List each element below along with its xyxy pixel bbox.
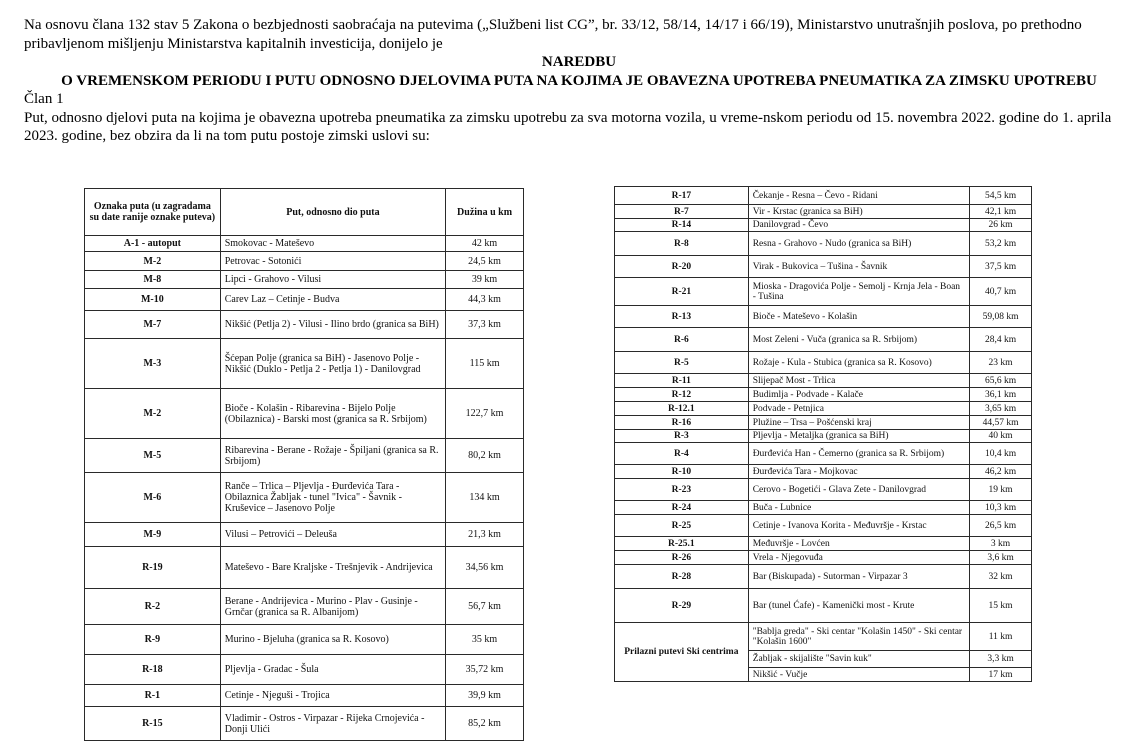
route-cell: Vir - Krstac (granica sa BiH) <box>748 205 969 219</box>
document-body <box>24 16 1134 146</box>
table-row <box>615 205 1032 219</box>
header-length: Dužina u km <box>446 189 524 236</box>
length-cell: 44,3 km <box>446 289 524 311</box>
length-cell: 42,1 km <box>970 205 1032 219</box>
table-row <box>615 306 1032 328</box>
route-cell: Carev Laz – Cetinje - Budva <box>220 289 445 311</box>
length-cell: 36,1 km <box>970 388 1032 402</box>
road-code-cell: R-1 <box>85 685 221 707</box>
table-header-row <box>85 189 524 236</box>
length-cell: 24,5 km <box>446 252 524 271</box>
length-cell: 3 km <box>970 537 1032 551</box>
table-row <box>85 707 524 741</box>
table-row <box>85 311 524 339</box>
table-row <box>615 232 1032 256</box>
table-row <box>615 388 1032 402</box>
route-cell: Virak - Bukovica – Tušina - Šavnik <box>748 256 969 278</box>
roads-table-left <box>84 188 524 741</box>
length-cell: 37,3 km <box>446 311 524 339</box>
route-cell: Vilusi – Petrovići – Deleuša <box>220 523 445 547</box>
road-code-cell: R-23 <box>615 479 749 501</box>
road-code-cell: R-16 <box>615 416 749 430</box>
table-row <box>615 187 1032 205</box>
road-code-cell: M-10 <box>85 289 221 311</box>
route-cell: Podvade - Petnjica <box>748 402 969 416</box>
route-cell: Berane - Andrijevica - Murino - Plav - Gusinje - Grnčar (granica sa R. Albanijom) <box>220 589 445 625</box>
length-cell: 28,4 km <box>970 328 1032 352</box>
table-row <box>615 374 1032 388</box>
length-cell: 35 km <box>446 625 524 655</box>
route-cell: Cetinje - Ivanova Korita - Međuvršje - Krstac <box>748 515 969 537</box>
table-row <box>85 655 524 685</box>
road-code-cell: R-2 <box>85 589 221 625</box>
table-row <box>615 219 1032 232</box>
route-cell: Resna - Grahovo - Nudo (granica sa BiH) <box>748 232 969 256</box>
road-code-cell: M-6 <box>85 473 221 523</box>
table-row <box>85 271 524 289</box>
route-cell: Čekanje - Resna – Čevo - Ridani <box>748 187 969 205</box>
table-row <box>615 537 1032 551</box>
table-row <box>615 352 1032 374</box>
table-row <box>615 256 1032 278</box>
route-cell: "Bablja greda" - Ski centar "Kolašin 1450" - Ski centar "Kolašin 1600" <box>748 623 969 651</box>
road-code-cell: M-8 <box>85 271 221 289</box>
length-cell: 15 km <box>970 589 1032 623</box>
length-cell: 53,2 km <box>970 232 1032 256</box>
route-cell: Buča - Lubnice <box>748 501 969 515</box>
route-cell: Rožaje - Kula - Stubica (granica sa R. Kosovo) <box>748 352 969 374</box>
road-code-cell: R-3 <box>615 430 749 443</box>
route-cell: Pljevlja - Gradac - Šula <box>220 655 445 685</box>
length-cell: 46,2 km <box>970 465 1032 479</box>
length-cell: 17 km <box>970 668 1032 682</box>
length-cell: 40 km <box>970 430 1032 443</box>
route-cell: Slijepač Most - Trlica <box>748 374 969 388</box>
table-row <box>85 625 524 655</box>
road-code-cell: R-6 <box>615 328 749 352</box>
length-cell: 39,9 km <box>446 685 524 707</box>
route-cell: Bioče - Kolašin - Ribarevina - Bijelo Polje (Obilaznica) - Barski most (granica sa R. Srbijom) <box>220 389 445 439</box>
length-cell: 11 km <box>970 623 1032 651</box>
length-cell: 54,5 km <box>970 187 1032 205</box>
document-subtitle: O VREMENSKOM PERIODU I PUTU ODNOSNO DJELOVIMA PUTA NA KOJIMA JE OBAVEZNA UPOTREBA PNEUMATIKA ZA ZIMSKU UPOTREBU <box>61 72 1097 89</box>
road-code-cell: R-14 <box>615 219 749 232</box>
road-code-cell: R-5 <box>615 352 749 374</box>
road-code-cell: R-12 <box>615 388 749 402</box>
table-row <box>615 416 1032 430</box>
route-cell: Ribarevina - Berane - Rožaje - Špiljani (granica sa R. Srbijom) <box>220 439 445 473</box>
road-code-cell: R-19 <box>85 547 221 589</box>
length-cell: 10,3 km <box>970 501 1032 515</box>
route-cell: Budimlja - Podvade - Kalače <box>748 388 969 402</box>
road-code-cell: A-1 - autoput <box>85 236 221 252</box>
length-cell: 37,5 km <box>970 256 1032 278</box>
header-code: Oznaka puta (u zagradama su date ranije oznake puteva) <box>85 189 221 236</box>
length-cell: 21,3 km <box>446 523 524 547</box>
article-heading: Član 1 <box>24 91 64 107</box>
table-row <box>615 589 1032 623</box>
road-code-cell: R-25 <box>615 515 749 537</box>
table-row <box>615 623 1032 651</box>
table-row <box>85 252 524 271</box>
road-code-cell: M-3 <box>85 339 221 389</box>
route-cell: Plužine – Trsa – Pošćenski kraj <box>748 416 969 430</box>
length-cell: 65,6 km <box>970 374 1032 388</box>
route-cell: Bar (Biskupada) - Sutorman - Virpazar 3 <box>748 565 969 589</box>
length-cell: 42 km <box>446 236 524 252</box>
length-cell: 23 km <box>970 352 1032 374</box>
length-cell: 56,7 km <box>446 589 524 625</box>
length-cell: 80,2 km <box>446 439 524 473</box>
route-cell: Mateševo - Bare Kraljske - Trešnjevik - Andrijevica <box>220 547 445 589</box>
table-row <box>85 473 524 523</box>
road-code-cell: R-7 <box>615 205 749 219</box>
route-cell: Most Zeleni - Vuča (granica sa R. Srbijom) <box>748 328 969 352</box>
route-cell: Đurđevića Tara - Mojkovac <box>748 465 969 479</box>
length-cell: 3,3 km <box>970 651 1032 668</box>
road-code-cell: M-7 <box>85 311 221 339</box>
table-row <box>85 339 524 389</box>
route-cell: Lipci - Grahovo - Vilusi <box>220 271 445 289</box>
length-cell: 35,72 km <box>446 655 524 685</box>
table-row <box>615 278 1032 306</box>
road-code-cell: R-24 <box>615 501 749 515</box>
road-code-cell: R-21 <box>615 278 749 306</box>
table-row <box>85 439 524 473</box>
route-cell: Vrela - Njegovuđa <box>748 551 969 565</box>
table-row <box>85 685 524 707</box>
road-code-cell: R-10 <box>615 465 749 479</box>
length-cell: 3,65 km <box>970 402 1032 416</box>
route-cell: Vladimir - Ostros - Virpazar - Rijeka Crnojevića - Donji Ulići <box>220 707 445 741</box>
table-row <box>85 289 524 311</box>
table-row <box>85 523 524 547</box>
road-code-cell: R-4 <box>615 443 749 465</box>
length-cell: 19 km <box>970 479 1032 501</box>
table-row <box>615 501 1032 515</box>
table-row <box>615 465 1032 479</box>
header-route: Put, odnosno dio puta <box>220 189 445 236</box>
table-row <box>85 389 524 439</box>
road-code-cell: R-25.1 <box>615 537 749 551</box>
table-row <box>85 589 524 625</box>
road-code-cell: M-2 <box>85 389 221 439</box>
table-row <box>615 479 1032 501</box>
road-code-cell: R-13 <box>615 306 749 328</box>
route-cell: Nikšić (Petlja 2) - Vilusi - Ilino brdo (granica sa BiH) <box>220 311 445 339</box>
road-code-cell: R-15 <box>85 707 221 741</box>
length-cell: 122,7 km <box>446 389 524 439</box>
length-cell: 34,56 km <box>446 547 524 589</box>
route-cell: Bioče - Mateševo - Kolašin <box>748 306 969 328</box>
road-code-cell: R-17 <box>615 187 749 205</box>
route-cell: Murino - Bjeluha (granica sa R. Kosovo) <box>220 625 445 655</box>
length-cell: 59,08 km <box>970 306 1032 328</box>
document-title: NAREDBU <box>541 54 617 70</box>
length-cell: 39 km <box>446 271 524 289</box>
route-cell: Bar (tunel Ćafe) - Kamenički most - Krute <box>748 589 969 623</box>
route-cell: Đurđevića Han - Čemerno (granica sa R. Srbijom) <box>748 443 969 465</box>
route-cell: Žabljak - skijalište "Savin kuk" <box>748 651 969 668</box>
road-code-cell: R-20 <box>615 256 749 278</box>
length-cell: 26,5 km <box>970 515 1032 537</box>
table-row <box>615 565 1032 589</box>
length-cell: 32 km <box>970 565 1032 589</box>
article-text: Put, odnosno djelovi puta na kojima je obavezna upotreba pneumatika za zimsku upotrebu za sva motorna vozila, u vreme-nskom periodu od 15. novembra 2022. godine do 1. aprila 2023. godine, bez obzira da li na tom putu postoje zimski uslovi su: <box>24 109 1112 144</box>
length-cell: 85,2 km <box>446 707 524 741</box>
table-row <box>615 402 1032 416</box>
roads-table-right <box>614 186 1032 682</box>
road-code-cell: R-18 <box>85 655 221 685</box>
road-code-cell: R-8 <box>615 232 749 256</box>
table-row <box>615 443 1032 465</box>
roads-table-left-body <box>85 236 524 741</box>
road-code-cell: R-26 <box>615 551 749 565</box>
route-cell: Cetinje - Njeguši - Trojica <box>220 685 445 707</box>
length-cell: 40,7 km <box>970 278 1032 306</box>
ski-group-label: Prilazni putevi Ski centrima <box>615 623 749 682</box>
road-code-cell: R-12.1 <box>615 402 749 416</box>
route-cell: Cerovo - Bogetići - Glava Zete - Danilovgrad <box>748 479 969 501</box>
road-code-cell: M-5 <box>85 439 221 473</box>
road-code-cell: R-29 <box>615 589 749 623</box>
table-row <box>615 328 1032 352</box>
road-code-cell: R-11 <box>615 374 749 388</box>
table-row <box>85 547 524 589</box>
road-code-cell: M-2 <box>85 252 221 271</box>
route-cell: Danilovgrad - Čevo <box>748 219 969 232</box>
roads-table-right-body <box>615 187 1032 682</box>
route-cell: Mioska - Dragovića Polje - Semolj - Krnja Jela - Boan - Tušina <box>748 278 969 306</box>
route-cell: Međuvršje - Lovćen <box>748 537 969 551</box>
table-row <box>615 515 1032 537</box>
route-cell: Nikšić - Vučje <box>748 668 969 682</box>
length-cell: 115 km <box>446 339 524 389</box>
route-cell: Šćepan Polje (granica sa BiH) - Jasenovo Polje - Nikšić (Duklo - Petlja 2 - Petlja 1) - Danilovgrad <box>220 339 445 389</box>
length-cell: 44,57 km <box>970 416 1032 430</box>
route-cell: Pljevlja - Metaljka (granica sa BiH) <box>748 430 969 443</box>
table-row <box>85 236 524 252</box>
route-cell: Petrovac - Sotonići <box>220 252 445 271</box>
length-cell: 134 km <box>446 473 524 523</box>
road-code-cell: R-9 <box>85 625 221 655</box>
table-row <box>615 430 1032 443</box>
length-cell: 26 km <box>970 219 1032 232</box>
table-row <box>615 551 1032 565</box>
intro-paragraph: Na osnovu člana 132 stav 5 Zakona o bezbjednosti saobraćaja na putevima („Službeni list CG”, br. 33/12, 58/14, 14/17 i 66/19), Ministarstvo unutrašnjih poslova, po prethodno pribavljenom mišljenju Ministarstva kapitalnih investicija, donijelo je <box>24 17 1082 52</box>
road-code-cell: R-28 <box>615 565 749 589</box>
length-cell: 3,6 km <box>970 551 1032 565</box>
length-cell: 10,4 km <box>970 443 1032 465</box>
route-cell: Smokovac - Mateševo <box>220 236 445 252</box>
route-cell: Ranče – Trlica – Pljevlja - Đurđevića Tara - Obilaznica Žabljak - tunel "Ivica" - Šavnik - Kruševice – Jasenovo Polje <box>220 473 445 523</box>
road-code-cell: M-9 <box>85 523 221 547</box>
